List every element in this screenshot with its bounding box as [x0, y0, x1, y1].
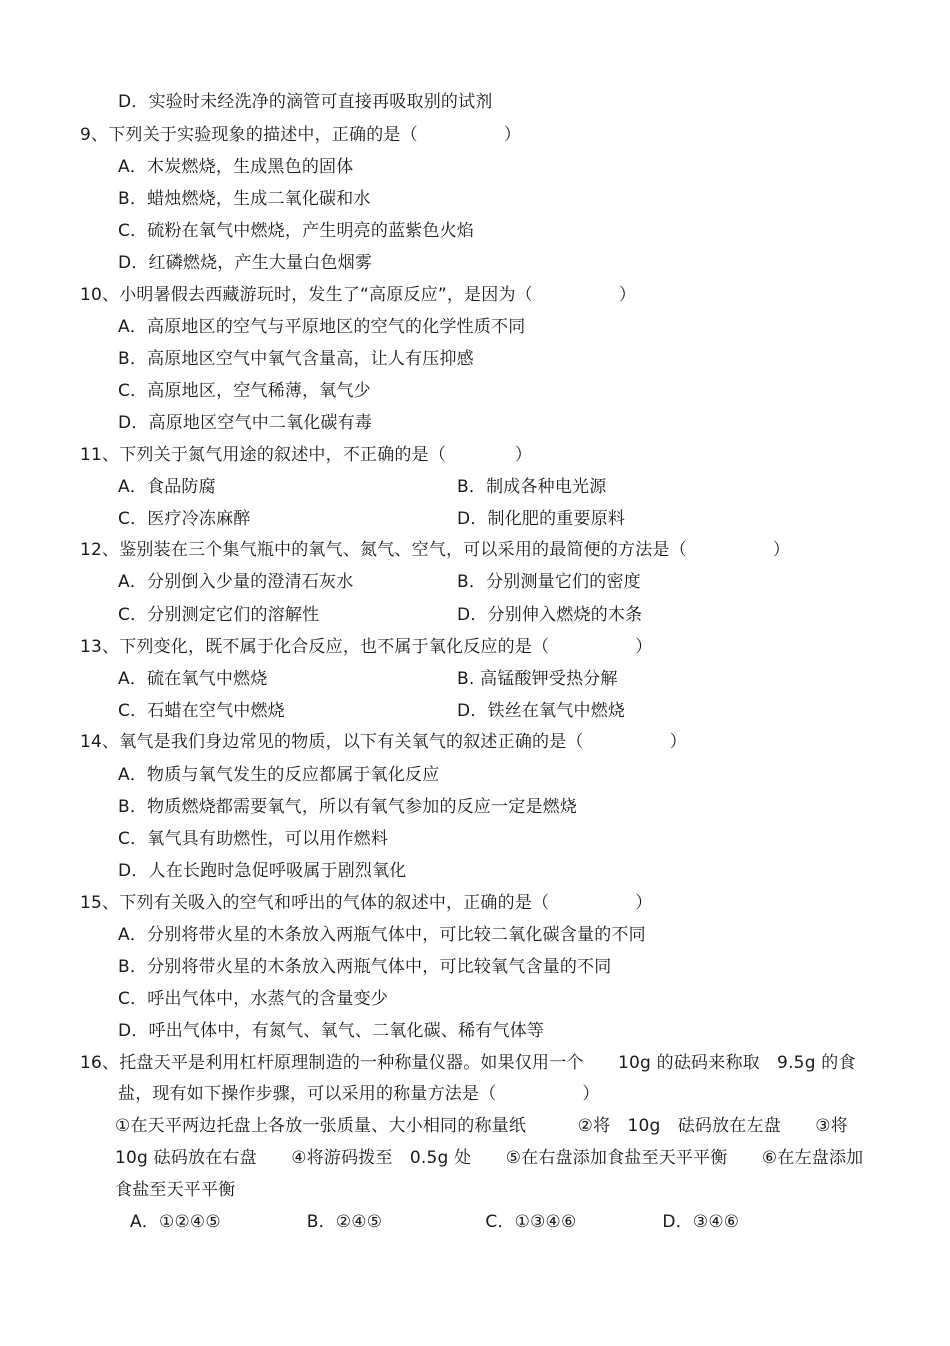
q11-option-a: A．食品防腐	[118, 477, 216, 497]
q16-steps-line1: ①在天平两边托盘上各放一张质量、大小相同的称量纸 ②将 10g 砝码放在左盘 ③将	[115, 1116, 848, 1136]
q12-option-d: D．分别伸入燃烧的木条	[457, 605, 643, 625]
q16-steps-line3: 食盐至天平平衡	[115, 1180, 236, 1200]
q9-option-b: B．蜡烛燃烧，生成二氧化碳和水	[118, 189, 371, 209]
q15-option-a: A．分别将带火星的木条放入两瓶气体中，可比较二氧化碳含量的不同	[118, 925, 646, 945]
q14-option-c: C．氧气具有助燃性，可以用作燃料	[118, 829, 389, 849]
q10-stem: 10、小明暑假去西藏游玩时，发生了“高原反应”，是因为（ ）	[80, 285, 637, 305]
q9-option-c: C．硫粉在氧气中燃烧，产生明亮的蓝紫色火焰	[118, 221, 475, 241]
q15-option-b: B．分别将带火星的木条放入两瓶气体中，可比较氧气含量的不同	[118, 957, 612, 977]
q11-option-d: D．制化肥的重要原料	[457, 509, 626, 529]
q14-stem: 14、氧气是我们身边常见的物质，以下有关氧气的叙述正确的是（ ）	[80, 732, 687, 752]
q16-steps-line2: 10g 砝码放在右盘 ④将游码拨至 0.5g 处 ⑤在右盘添加食盐至天平平衡 ⑥在左盘添加	[115, 1148, 864, 1168]
q9-option-a: A．木炭燃烧，生成黑色的固体	[118, 157, 354, 177]
q14-option-a: A．物质与氧气发生的反应都属于氧化反应	[118, 765, 440, 785]
q14-option-d: D．人在长跑时急促呼吸属于剧烈氧化	[118, 861, 407, 881]
q12-option-c: C．分别测定它们的溶解性	[118, 605, 320, 625]
q13-option-b: B. 高锰酸钾受热分解	[457, 669, 618, 689]
q10-option-b: B．高原地区空气中氧气含量高，让人有压抑感	[118, 349, 474, 369]
q15-option-d: D．呼出气体中，有氮气、氧气、二氧化碳、稀有气体等	[118, 1021, 545, 1041]
q12-stem: 12、鉴别装在三个集气瓶中的氧气、氮气、空气，可以采用的最简便的方法是（ ）	[80, 540, 791, 560]
q10-option-c: C．高原地区，空气稀薄，氧气少	[118, 381, 371, 401]
q13-option-d: D．铁丝在氧气中燃烧	[457, 701, 626, 721]
q9-option-d: D．红磷燃烧，产生大量白色烟雾	[118, 253, 373, 273]
q16-stem-line2: 盐，现有如下操作步骤，可以采用的称量方法是（ ）	[118, 1084, 600, 1104]
q15-stem: 15、下列有关吸入的空气和呼出的气体的叙述中，正确的是（ ）	[80, 893, 653, 913]
q10-option-d: D．高原地区空气中二氧化碳有毒	[118, 413, 373, 433]
q10-option-a: A．高原地区的空气与平原地区的空气的化学性质不同	[118, 317, 526, 337]
q13-stem: 13、下列变化，既不属于化合反应，也不属于氧化反应的是（ ）	[80, 637, 653, 657]
q13-option-a: A．硫在氧气中燃烧	[118, 669, 268, 689]
q12-option-b: B．分别测量它们的密度	[457, 572, 641, 592]
q16-stem-line1: 16、托盘天平是利用杠杆原理制造的一种称量仪器。如果仅用一个 10g 的砝码来称取 9.5g 的食	[80, 1053, 856, 1073]
q12-option-a: A．分别倒入少量的澄清石灰水	[118, 572, 354, 592]
q8-option-d: D．实验时未经洗净的滴管可直接再吸取别的试剂	[118, 92, 493, 112]
q11-option-c: C．医疗冷冻麻醉	[118, 509, 251, 529]
q15-option-c: C．呼出气体中，水蒸气的含量变少	[118, 989, 389, 1009]
q13-option-c: C．石蜡在空气中燃烧	[118, 701, 285, 721]
q14-option-b: B．物质燃烧都需要氧气，所以有氧气参加的反应一定是燃烧	[118, 797, 578, 817]
q11-option-b: B．制成各种电光源	[457, 477, 607, 497]
q16-options: A．①②④⑤ B．②④⑤ C．①③④⑥ D．③④⑥	[130, 1212, 740, 1232]
q9-stem: 9、下列关于实验现象的描述中，正确的是（ ）	[80, 125, 522, 145]
q11-stem: 11、下列关于氮气用途的叙述中，不正确的是（ ）	[80, 445, 533, 465]
